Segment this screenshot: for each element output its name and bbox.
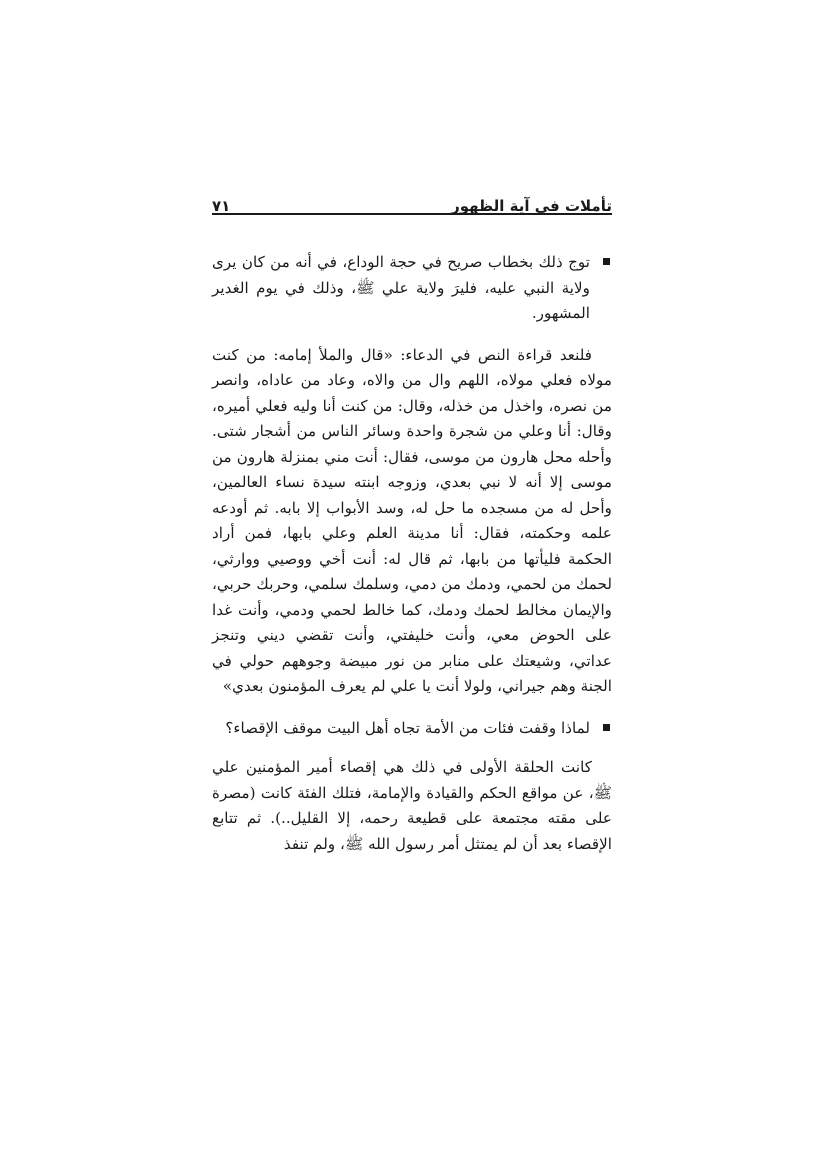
paragraph-text: فلنعد قراءة النص في الدعاء: «قال والملأ إمامه: من كنت مولاه فعلي مولاه، اللهم وال من والاه، وعاد من عاداه، وانصر من نصره، واخذل من خذله، وقال: من كنت أنا وليه فعلي أميره، وقال: أنا وعلي من شجرة واحدة وسائر الناس من أشجار شتى. وأحله محل هارون من موسى، فقال: أنت مني بمنزلة هارون من موسى إلا أنه لا نبي بعدي، وزوجه ابنته سيدة نساء العالمين، وأحل له من مسجده ما حل له، وسد الأبواب إلا بابه. ثم أودعه علمه وحكمته، فقال: أنا مدينة العلم وعلي بابها، فمن أراد الحكمة فليأتها من بابها، ثم قال له: أنت أخي ووصيي ووارثي، لحمك من لحمي، ودمك من دمي، وسلمك سلمي، وحربك حربي، والإيمان مخالط لحمك ودمك، كما خالط لحمي ودمي، وأنت غدا على الحوض معي، وأنت خليفتي، وأنت تقضي ديني وتنجز عداتي، وشيعتك على منابر من نور مبيضة وجوههم حولي في الجنة وهم جيراني، ولولا أنت يا علي لم يعرف المؤمنون بعدي» — [212, 345, 612, 695]
body-text — [212, 250, 612, 873]
bullet-paragraph-text: توج ذلك بخطاب صريح في حجة الوداع، في أنه من كان يرى ولاية النبي عليه، فليرَ ولاية علي ﷺ، وذلك في يوم الغدير المشهور. — [212, 253, 590, 322]
paragraph — [212, 755, 612, 857]
bullet-paragraph — [212, 250, 612, 327]
paragraph-text: كانت الحلقة الأولى في ذلك هي إقصاء أمير المؤمنين علي ﷺ، عن مواقع الحكم والقيادة والإمامة، فتلك الفئة كانت (مصرة على مقته مجتمعة على قطيعة رحمه، إلا القليل..). ثم تتابع الإقصاء بعد أن لم يمتثل أمر رسول الله ﷺ، ولم تنفذ — [212, 758, 612, 853]
bullet-paragraph — [212, 716, 612, 742]
bullet-paragraph-text: لماذا وقفت فئات من الأمة تجاه أهل البيت موقف الإقصاء؟ — [225, 718, 590, 737]
page-number: ٧١ — [212, 197, 231, 215]
header-rule — [212, 213, 612, 215]
square-bullet-icon — [603, 724, 610, 731]
header-title: تأملات في آية الظهور — [451, 197, 612, 215]
paragraph — [212, 343, 612, 700]
square-bullet-icon — [603, 258, 610, 265]
